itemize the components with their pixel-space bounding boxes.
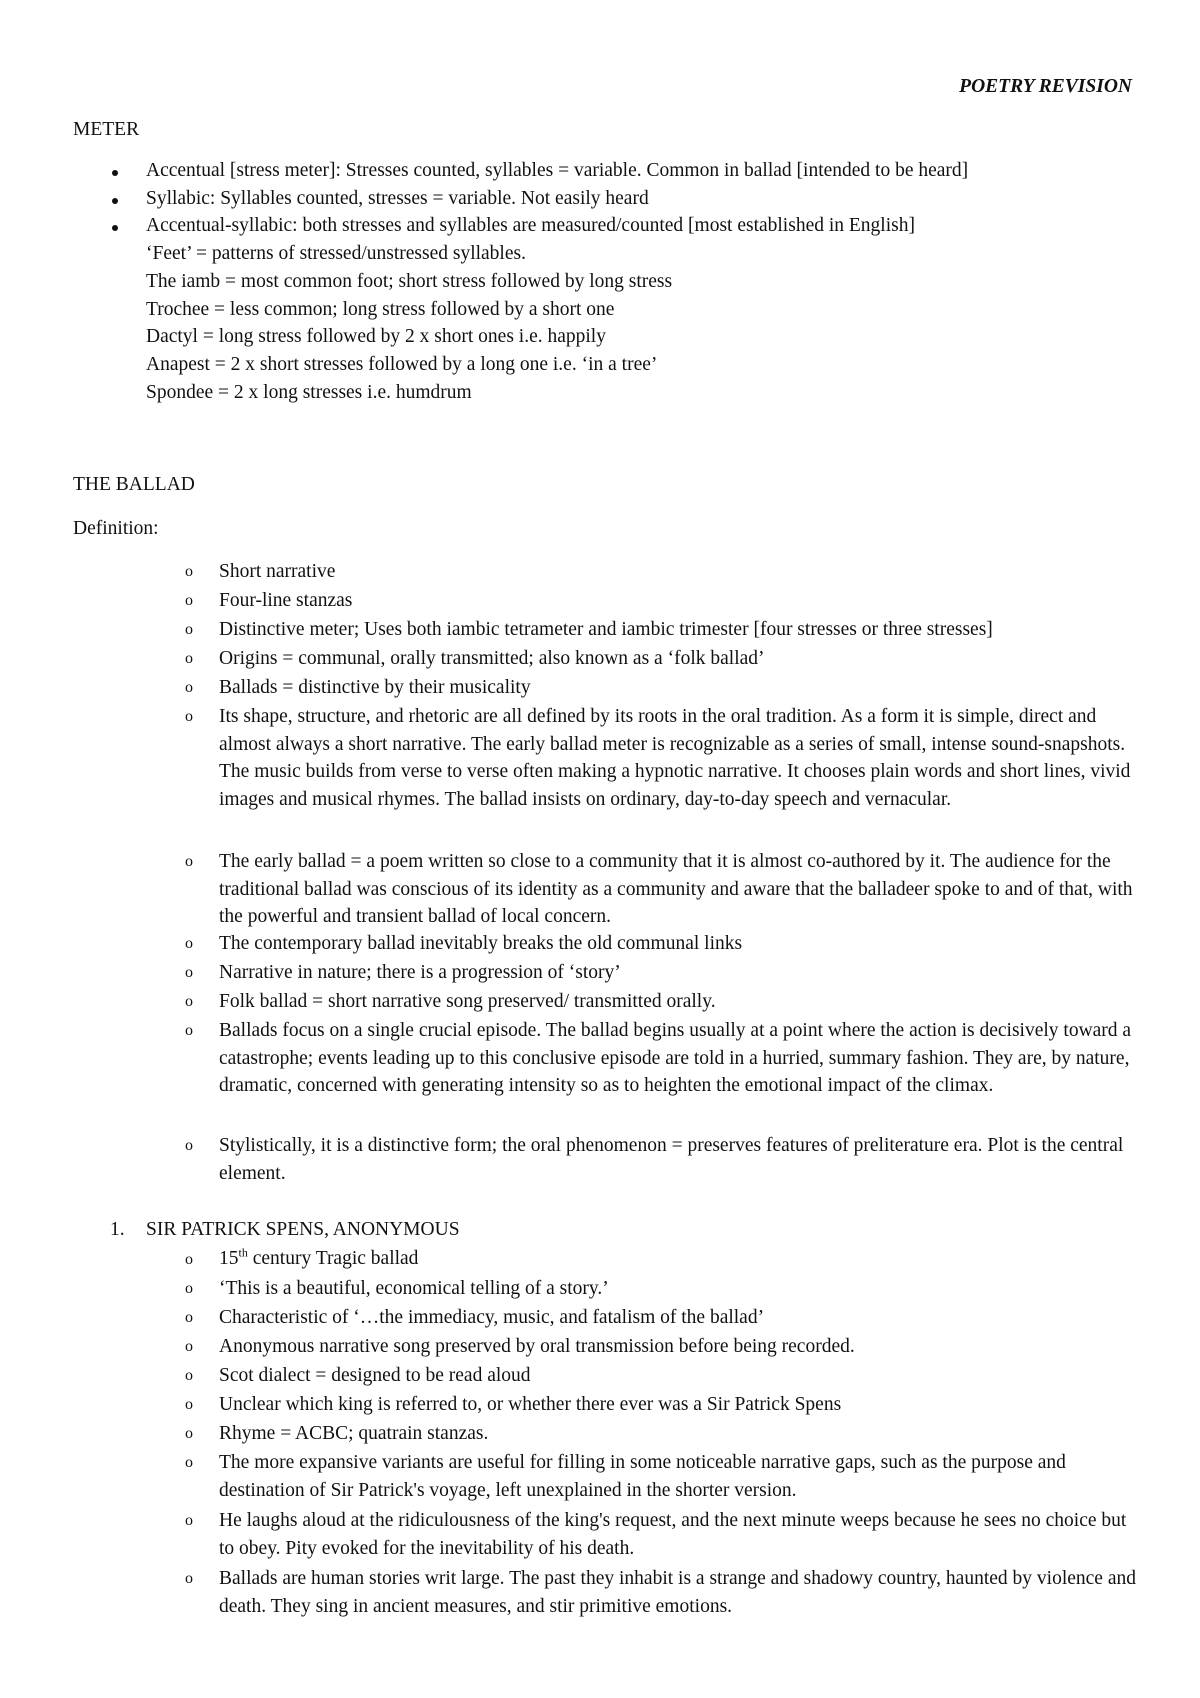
circle-bullet-icon: o [185,679,193,696]
ballad-item: Folk ballad = short narrative song preserved/ transmitted orally. [219,991,716,1012]
meter-continuation-line: Anapest = 2 x short stresses followed by a long one i.e. ‘in a tree’ [146,354,658,375]
century-suffix: th [238,1245,248,1260]
document-header: POETRY REVISION [959,76,1132,97]
circle-bullet-icon: o [185,993,193,1010]
circle-bullet-icon: o [185,1454,193,1471]
ballad-item: Ballads focus on a single crucial episode. The ballad begins usually at a point where the action is decisively toward a catastrophe; events leading up to this conclusive episode are told in a hurried, summary fashion. They are, by nature, dramatic, concerned with generating intensity so as to heighten the emotional impact of the climax. [219,1020,1132,1096]
circle-bullet-icon: o [185,1367,193,1384]
spens-item: The more expansive variants are useful for filling in some noticeable narrative gaps, such as the purpose and destination of Sir Patrick's voyage, left unexplained in the shorter version. [219,1452,1066,1501]
ballad-item: Narrative in nature; there is a progression of ‘story’ [219,962,621,983]
definition-label: Definition: [73,518,159,539]
circle-bullet-icon: o [185,1396,193,1413]
meter-continuation-line: The iamb = most common foot; short stress followed by long stress [146,271,673,292]
ballad-item: The contemporary ballad inevitably breaks the old communal links [219,933,743,954]
spens-item: Unclear which king is referred to, or whether there ever was a Sir Patrick Spens [219,1394,842,1415]
circle-bullet-icon: o [185,1338,193,1355]
meter-continuation-line: Dactyl = long stress followed by 2 x short ones i.e. happily [146,326,606,347]
circle-bullet-icon: o [185,1022,193,1039]
ballad-item: Four-line stanzas [219,590,353,611]
meter-heading: METER [73,119,140,140]
circle-bullet-icon: o [185,1280,193,1297]
circle-bullet-icon: o [185,1425,193,1442]
circle-bullet-icon: o [185,650,193,667]
bullet-icon [112,198,118,204]
circle-bullet-icon: o [185,708,193,725]
meter-continuation-line: Spondee = 2 x long stresses i.e. humdrum [146,382,472,403]
circle-bullet-icon: o [185,1309,193,1326]
circle-bullet-icon: o [185,1512,193,1529]
ballad-item: Stylistically, it is a distinctive form; the oral phenomenon = preserves features of preliterature era. Plot is the central element. [219,1135,1124,1184]
circle-bullet-icon: o [185,563,193,580]
spens-item: He laughs aloud at the ridiculousness of the king's request, and the next minute weeps because he sees no choice but to obey. Pity evoked for the inevitability of his death. [219,1510,1127,1559]
circle-bullet-icon: o [185,592,193,609]
bullet-icon [112,170,118,176]
century-text: century Tragic ballad [247,1248,419,1269]
ballad-item: Short narrative [219,561,336,582]
circle-bullet-icon: o [185,1251,193,1268]
spens-item: ‘This is a beautiful, economical telling of a story.’ [219,1278,609,1299]
ballad-item: Distinctive meter; Uses both iambic tetrameter and iambic trimester [four stresses or three stresses] [219,619,993,640]
meter-bullet: Syllabic: Syllables counted, stresses = variable. Not easily heard [146,188,649,209]
circle-bullet-icon: o [185,621,193,638]
spens-item [219,1245,419,1270]
meter-continuation-line: ‘Feet’ = patterns of stressed/unstressed syllables. [146,243,526,264]
circle-bullet-icon: o [185,1570,193,1587]
spens-heading: SIR PATRICK SPENS, ANONYMOUS [146,1219,460,1240]
bullet-icon [112,225,118,231]
circle-bullet-icon: o [185,1137,193,1154]
circle-bullet-icon: o [185,853,193,870]
circle-bullet-icon: o [185,964,193,981]
circle-bullet-icon: o [185,935,193,952]
spens-item: Scot dialect = designed to be read aloud [219,1365,531,1386]
ballad-item: Its shape, structure, and rhetoric are all defined by its roots in the oral tradition. As a form it is simple, direct and almost always a short narrative. The early ballad meter is recognizable as a series of small, intense sound-snapshots. The music builds from verse to verse often making a hypnotic narrative. It chooses plain words and short lines, vivid images and musical rhymes. The ballad insists on ordinary, day-to-day speech and vernacular. [219,706,1131,810]
ballad-item: The early ballad = a poem written so close to a community that it is almost co-authored by it. The audience for the traditional ballad was conscious of its identity as a community and aware that the balladeer spoke to and of that, with the powerful and transient ballad of local concern. [219,851,1133,927]
meter-bullet: Accentual [stress meter]: Stresses counted, syllables = variable. Common in ballad [intended to be heard] [146,160,969,181]
ballad-item: Ballads = distinctive by their musicality [219,677,531,698]
spens-item: Rhyme = ACBC; quatrain stanzas. [219,1423,489,1444]
meter-continuation-line: Trochee = less common; long stress followed by a short one [146,299,615,320]
ballad-item: Origins = communal, orally transmitted; also known as a ‘folk ballad’ [219,648,765,669]
ballad-heading: THE BALLAD [73,474,195,495]
spens-item: Anonymous narrative song preserved by oral transmission before being recorded. [219,1336,855,1357]
meter-bullet: Accentual-syllabic: both stresses and syllables are measured/counted [most established in English] [146,215,915,236]
century-number: 15 [219,1248,239,1269]
spens-item: Characteristic of ‘…the immediacy, music, and fatalism of the ballad’ [219,1307,765,1328]
spens-item: Ballads are human stories writ large. The past they inhabit is a strange and shadowy country, haunted by violence and death. They sing in ancient measures, and stir primitive emotions. [219,1568,1136,1617]
section-number: 1. [110,1219,125,1240]
